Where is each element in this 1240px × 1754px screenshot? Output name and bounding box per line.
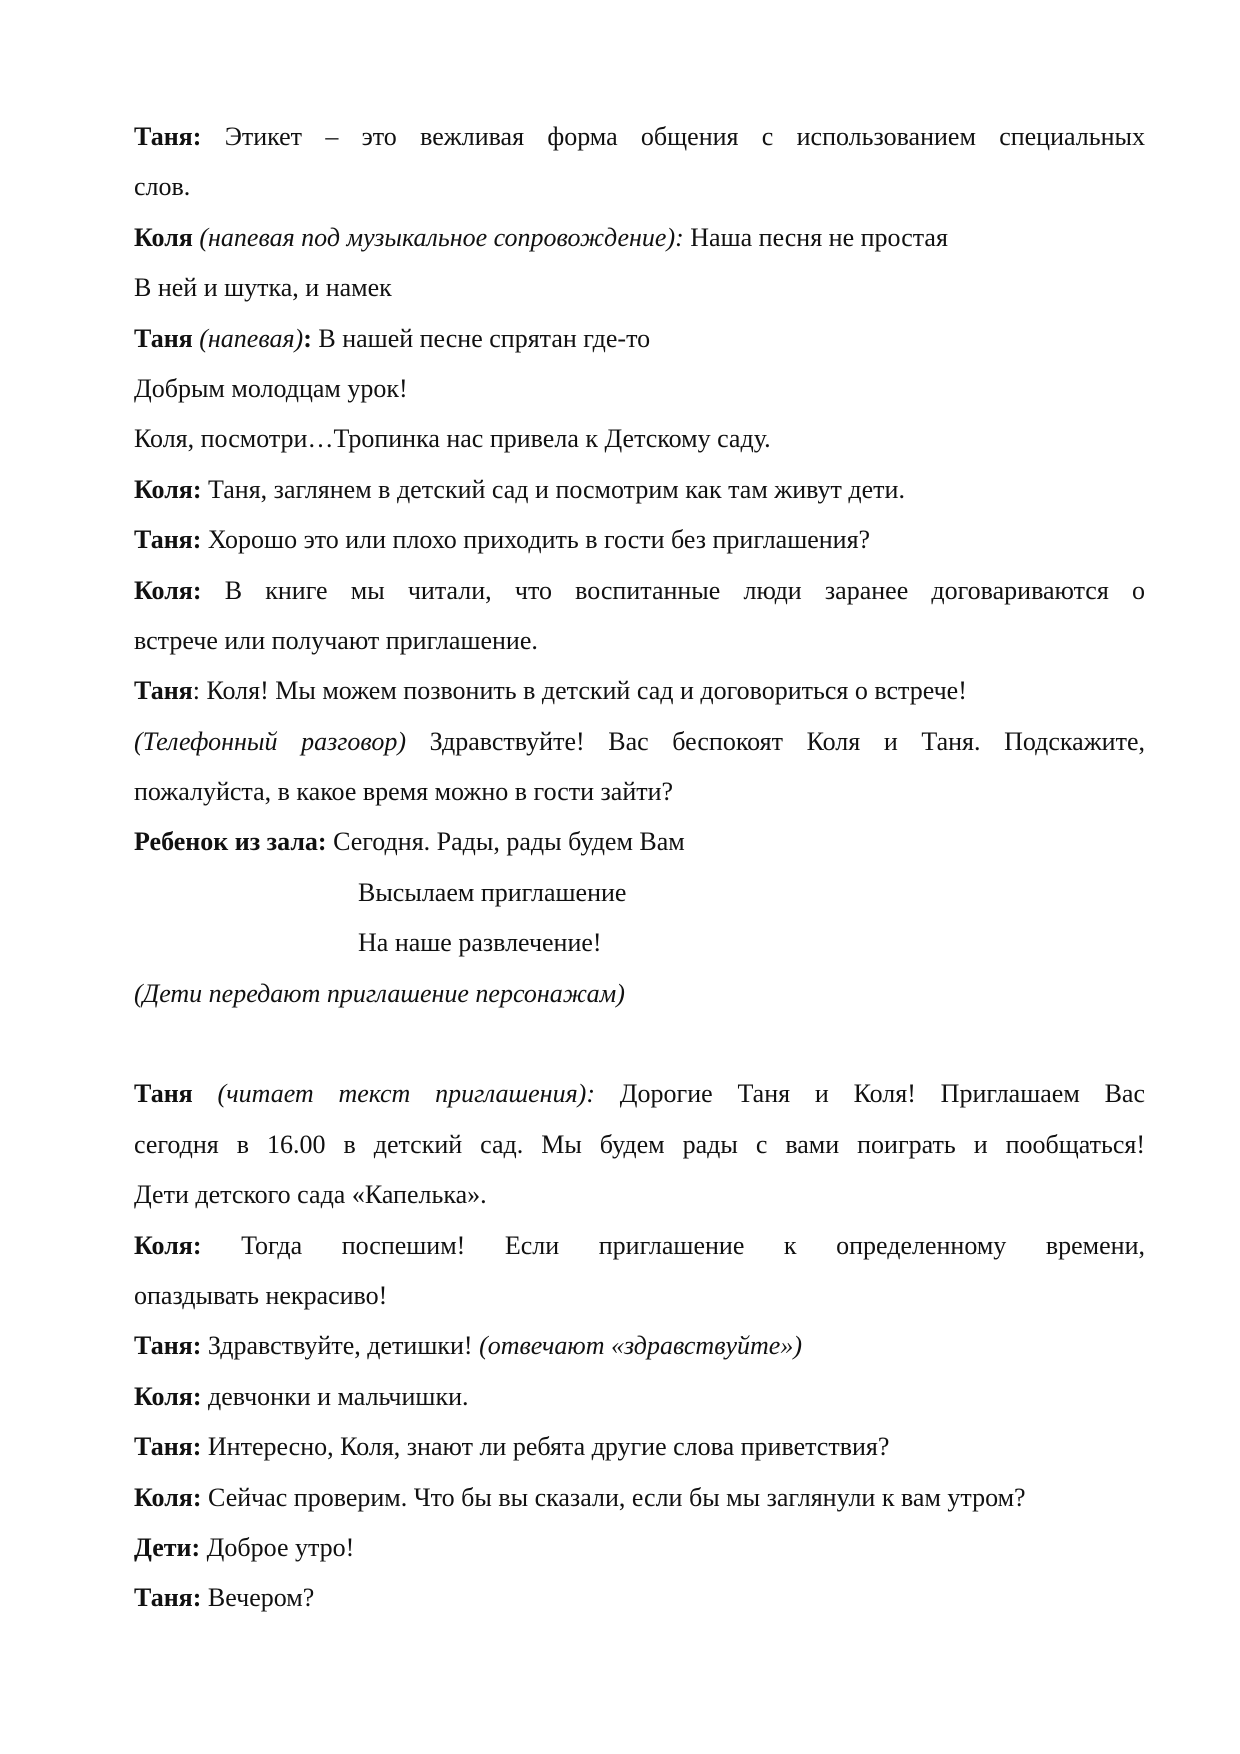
speaker-name: Таня:	[134, 1331, 202, 1361]
speaker-name: Таня:	[134, 525, 202, 555]
text-line	[134, 666, 1145, 716]
text-line	[134, 1271, 1145, 1321]
stage-direction: (читает текст приглашения):	[192, 1079, 595, 1109]
line-text: Интересно, Коля, знают ли ребята другие слова приветствия?	[201, 1432, 890, 1462]
line-text: Добрым молодцам урок!	[134, 373, 408, 403]
stage-direction: (Дети передают приглашение персонажам)	[134, 978, 625, 1008]
text-line	[134, 868, 1145, 918]
text-line	[134, 1372, 1145, 1422]
line-text: Таня, заглянем в детский сад и посмотрим как там живут дети.	[201, 474, 905, 504]
text-line	[134, 918, 1145, 968]
line-text: Сейчас проверим. Что бы вы сказали, если бы мы заглянули к вам утром?	[201, 1482, 1026, 1512]
line-text: Сегодня. Рады, рады будем Вам	[326, 827, 685, 857]
line-text: Доброе утро!	[200, 1532, 355, 1562]
line-text: В нашей песне спрятан где-то	[311, 323, 651, 353]
text-line	[134, 515, 1145, 565]
speaker-name: Таня:	[134, 122, 202, 151]
line-text: сегодня в 16.00 в детский сад. Мы будем рады с вами поиграть и пообщаться!	[134, 1129, 1145, 1159]
speaker-name: Таня:	[134, 1432, 202, 1462]
speaker-name: Коля:	[134, 474, 202, 504]
text-line	[134, 112, 1145, 162]
line-text: девчонки и мальчишки.	[201, 1381, 469, 1411]
text-line	[134, 162, 1145, 212]
text-line	[134, 616, 1145, 666]
speaker-name: Коля	[134, 222, 193, 252]
stage-direction: (напевая под музыкальное сопровождение):	[192, 222, 684, 252]
text-line	[134, 817, 1145, 867]
line-text: В книге мы читали, что воспитанные люди заранее договариваются о	[201, 575, 1145, 605]
line-text: Хорошо это или плохо приходить в гости без приглашения?	[201, 525, 871, 555]
line-text: Здравствуйте! Вас беспокоят Коля и Таня. Подскажите,	[405, 726, 1145, 756]
speaker-name: Коля:	[134, 1381, 202, 1411]
stage-direction: (Телефонный разговор)	[134, 726, 406, 756]
speaker-name: Дети:	[134, 1532, 201, 1562]
speaker-name: Ребенок из зала:	[134, 827, 327, 857]
line-text: Высылаем приглашение	[358, 877, 627, 907]
blank-line	[134, 1019, 1145, 1069]
line-text: Дорогие Таня и Коля! Приглашаем Вас	[595, 1079, 1145, 1109]
speaker-name: Коля:	[134, 1230, 202, 1260]
line-text: : Коля! Мы можем позвонить в детский сад и договориться о встрече!	[192, 676, 967, 706]
stage-direction: (отвечают «здравствуйте»)	[479, 1331, 803, 1361]
speaker-name: Коля:	[134, 1482, 202, 1512]
line-text: встрече или получают приглашение.	[134, 625, 538, 655]
line-text: опаздывать некрасиво!	[134, 1280, 388, 1310]
line-text: слов.	[134, 172, 191, 202]
line-text: В ней и шутка, и намек	[134, 273, 392, 303]
text-line	[134, 1573, 1145, 1623]
script-text	[134, 112, 1145, 1624]
line-text: пожалуйста, в какое время можно в гости зайти?	[134, 777, 674, 807]
text-line	[134, 566, 1145, 616]
text-line	[134, 414, 1145, 464]
line-text: Этикет – это вежливая форма общения с использованием специальных	[201, 122, 1145, 151]
speaker-colon: :	[303, 323, 312, 353]
text-line	[134, 1422, 1145, 1472]
text-line	[134, 717, 1145, 767]
text-line	[134, 1120, 1145, 1170]
text-line	[134, 1473, 1145, 1523]
text-line	[134, 465, 1145, 515]
line-text: Коля, посмотри…Тропинка нас привела к Детскому саду.	[134, 424, 771, 454]
text-line	[134, 314, 1145, 364]
line-text: Дети детского сада «Капелька».	[134, 1180, 487, 1210]
speaker-name: Таня	[134, 1079, 193, 1109]
speaker-name: Таня	[134, 323, 193, 353]
text-line	[134, 1523, 1145, 1573]
line-text: Наша песня не простая	[683, 222, 948, 252]
text-line	[134, 767, 1145, 817]
line-text: Здравствуйте, детишки!	[201, 1331, 480, 1361]
text-line	[134, 1069, 1145, 1119]
text-line	[134, 263, 1145, 313]
text-line	[134, 213, 1145, 263]
line-text: Вечером?	[201, 1583, 315, 1613]
speaker-name: Таня	[134, 676, 193, 706]
text-line	[134, 969, 1145, 1019]
stage-direction: (напевая)	[192, 323, 304, 353]
text-line	[134, 1221, 1145, 1271]
text-line	[134, 1321, 1145, 1371]
speaker-name: Коля:	[134, 575, 202, 605]
text-line	[134, 1170, 1145, 1220]
text-line	[134, 364, 1145, 414]
line-text: Тогда поспешим! Если приглашение к определенному времени,	[201, 1230, 1145, 1260]
line-text: На наше развлечение!	[358, 928, 602, 958]
speaker-name: Таня:	[134, 1583, 202, 1613]
